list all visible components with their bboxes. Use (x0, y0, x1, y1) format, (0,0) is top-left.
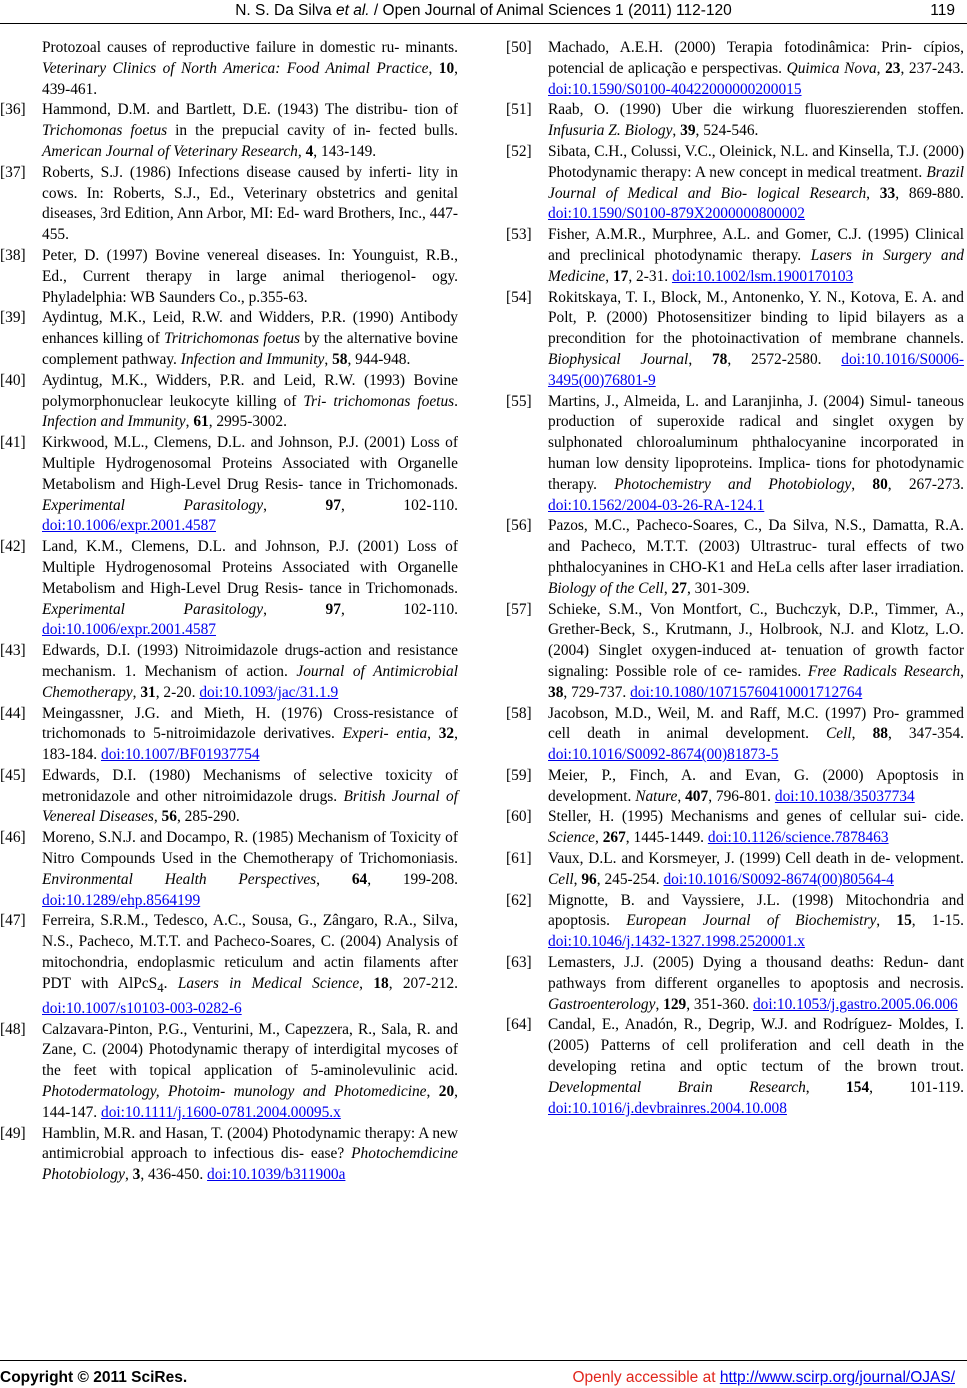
reference-italic: Nature (635, 787, 678, 805)
reference-number: [51] (506, 101, 532, 119)
reference-number: [53] (506, 226, 532, 244)
reference-text: , 199-208. (367, 870, 458, 888)
reference-text: , 101-119. (869, 1078, 964, 1096)
reference-text: , (851, 475, 873, 493)
reference-text: , 183-184. (42, 725, 458, 764)
reference-number: [56] (506, 517, 532, 535)
reference-italic: American Journal of Veterinary Research (42, 142, 298, 160)
reference-entry (0, 766, 458, 828)
reference-italic: Science (548, 829, 595, 847)
reference-entry (506, 807, 964, 849)
reference-text: Meier, P., Finch, A. and Evan, G. (2000) Apoptosis in development. (548, 766, 964, 805)
reference-number: [61] (506, 850, 532, 868)
reference-volume: 23 (885, 59, 901, 77)
reference-entry (0, 163, 458, 246)
reference-text: Pazos, M.C., Pacheco-Soares, C., Da Silva, N.S., Damatta, R.A. and Pacheco, M.T.T. (2003) Ultrastruc- tural effects of two phthalocyanines in CHO-K1 and HeLa cells after laser irradiation. (548, 517, 964, 576)
reference-text: , 143-149. (313, 142, 377, 160)
reference-entry (0, 641, 458, 703)
reference-number: [42] (0, 538, 26, 556)
reference-text: Calzavara-Pinton, P.G., Venturini, M., Capezzera, R., Sala, R. and Zane, C. (2004) Photodynamic therapy of interdigital mycoses of the feet with topical application of 5-aminolevulinic acid. (42, 1020, 458, 1080)
reference-volume: 154 (846, 1078, 870, 1096)
reference-italic: Tritrichomonas foetus (164, 330, 301, 348)
reference-number: [49] (0, 1124, 26, 1142)
reference-entry (0, 1020, 458, 1124)
reference-italic: Brazil Journal of Medical and Bio- logical Research (548, 163, 964, 202)
reference-italic: British Journal of Venereal Diseases (42, 787, 458, 826)
reference-text: . (163, 974, 178, 992)
reference-text: Hamblin, M.R. and Hasan, T. (2004) Photodynamic therapy: A new antimicrobial approach to infectious dis- ease? (42, 1124, 458, 1163)
reference-text: Raab, O. (1990) Uber die wirkung fluoreszierenden stoffen. (548, 101, 964, 119)
reference-italic: Lasers in Medical Science (177, 974, 360, 992)
reference-text: , 144-147. (42, 1082, 458, 1121)
reference-number: [38] (0, 246, 26, 264)
reference-text: , (324, 350, 333, 368)
doi-link[interactable]: doi:10.1016/S0092-8674(00)80564-4 (663, 870, 894, 888)
reference-text: , 351-360. (686, 995, 753, 1013)
reference-volume: 32 (438, 725, 455, 743)
reference-text: Schieke, S.M., Von Montfort, C., Buchczyk, D.P., Timmer, A., Grether-Beck, S., Krutmann, J., Holbrook, N.J. and Klotz, L.O. (2004) Singlet oxygen-induced at- tenuation of growth factor signaling: Possible role of ce- ramides. (548, 600, 964, 680)
reference-volume: 129 (663, 995, 687, 1013)
doi-link[interactable]: doi:10.1039/b311900a (207, 1166, 346, 1184)
doi-link[interactable]: doi:10.1006/expr.2001.4587 (42, 621, 216, 639)
reference-number: [62] (506, 891, 532, 909)
reference-text: , (805, 1078, 847, 1096)
reference-text: , 524-546. (695, 122, 759, 140)
reference-number: [48] (0, 1020, 26, 1038)
reference-text: Jacobson, M.D., Weil, M. and Raff, M.C. (1997) Pro- grammed cell death in animal development. (548, 704, 964, 743)
reference-number: [47] (0, 912, 26, 930)
reference-text: , 245-254. (596, 870, 664, 888)
reference-volume: 17 (612, 267, 629, 285)
reference-italic: Experi- entia (342, 725, 428, 743)
reference-number: [58] (506, 704, 532, 722)
reference-number: [60] (506, 808, 532, 826)
reference-subscript: 4 (157, 980, 164, 995)
reference-text: , (960, 662, 964, 680)
reference-volume: 267 (602, 829, 626, 847)
reference-text: Rokitskaya, T. I., Block, M., Antonenko, Y. N., Kotova, E. A. and Polt, P. (2000) Photosensitizer binding to lipid bilayers as a precondition for the photoinactivation of membrane channels. (548, 288, 964, 348)
doi-link[interactable]: doi:10.1016/S0006-3495(00)76801-9 (548, 350, 964, 389)
doi-link[interactable]: doi:10.1007/BF01937754 (101, 746, 260, 764)
reference-entry (506, 704, 964, 766)
reference-number: [37] (0, 163, 26, 181)
doi-link[interactable]: doi:10.1590/S0100-879X2000000800002 (548, 205, 805, 223)
footer-open-prefix: Openly accessible at (572, 1369, 720, 1386)
reference-text: , 796-801. (708, 787, 775, 805)
reference-italic: Cell (826, 725, 852, 743)
reference-text: Kirkwood, M.L., Clemens, D.L. and Johnson, P.J. (2001) Loss of Multiple Hydrogenosomal Proteins Associated with Organelle Metabolism and High-Level Drug Resis- tance in Trichomonads. (42, 434, 458, 493)
reference-text: Hammond, D.M. and Bartlett, D.E. (1943) The distribu- tion of (42, 101, 458, 119)
reference-volume: 20 (438, 1082, 455, 1100)
reference-text: Roberts, S.J. (1986) Infections disease caused by inferti- lity in cows. In: Roberts, S.J., Ed., Veterinary obstetrics and genital diseases, 3rd Edition, Ann Arbor, MI: Ed- ward Brothers, Inc., 447-455. (42, 163, 458, 244)
doi-link[interactable]: doi:10.1289/ehp.8564199 (42, 891, 201, 909)
doi-link[interactable]: doi:10.1006/expr.2001.4587 (42, 517, 216, 535)
reference-number: [36] (0, 101, 26, 119)
reference-italic: Trichomonas foetus (42, 122, 168, 140)
reference-italic: Photodermatology, Photoim- munology and Photomedicine (42, 1082, 427, 1100)
reference-text: , 729-737. (563, 683, 631, 701)
reference-volume: 407 (685, 787, 709, 805)
reference-italic: Free Radicals Research (807, 662, 961, 680)
reference-italic: Infection and Immunity (180, 350, 325, 368)
header-authors: N. S. Da Silva (235, 2, 332, 19)
reference-volume: 58 (332, 350, 348, 368)
reference-text: , (263, 496, 326, 514)
reference-text: Land, K.M., Clemens, D.L. and Johnson, P.J. (2001) Loss of Multiple Hydrogenosomal Proteins Associated with Organelle Metabolism and High-Level Drug Resis- tance in Trichomonads. (42, 538, 458, 597)
reference-entry (506, 1015, 964, 1119)
reference-number: [54] (506, 288, 532, 306)
reference-text: Lemasters, J.J. (2005) Dying a thousand deaths: Redun- dant pathways from different organelles to apoptosis and necrosis. (548, 954, 964, 992)
reference-text: Sibata, C.H., Colussi, V.C., Oleinick, N.L. and Kinsella, T.J. (2000) Photodynamic therapy: A new concept in medical treatment. (548, 142, 964, 181)
reference-text: , 944-948. (347, 350, 411, 368)
page-footer (0, 1360, 967, 1384)
reference-text: , (677, 787, 686, 805)
reference-text: , (688, 350, 712, 368)
reference-italic: Infusuria Z. Biology (548, 122, 673, 140)
reference-number: [40] (0, 371, 26, 389)
reference-text: , 2995-3002. (208, 413, 287, 431)
reference-volume: 78 (711, 350, 728, 368)
reference-volume: 64 (351, 870, 368, 888)
reference-column-left (0, 38, 458, 1186)
reference-text: , 2-20. (155, 683, 200, 701)
reference-entry (0, 911, 458, 1019)
reference-text: Edwards, D.I. (1980) Mechanisms of selective toxicity of metronidazole and other nitroimidazole drugs. (42, 766, 458, 805)
reference-volume: 38 (548, 683, 564, 701)
reference-number: [59] (506, 766, 532, 784)
reference-italic: Experimental Parasitology (42, 600, 264, 618)
reference-italic: Tri- trichomonas foetus (303, 392, 455, 410)
reference-italic: Photochemdicine Photobiology (42, 1145, 458, 1184)
reference-text: , 1-15. (911, 912, 964, 930)
reference-text: Mignotte, B. and Vayssiere, J.L. (1998) Mitochondria and apoptosis. (548, 891, 964, 930)
reference-italic: Infection and Immunity (42, 413, 186, 431)
reference-volume: 33 (879, 184, 896, 202)
reference-text: Aydintug, M.K., Widders, P.R. and Leid, R.W. (1993) Bovine polymorphonuclear leukocyte killing of (42, 371, 458, 410)
reference-text: , (297, 142, 306, 160)
reference-text: , (655, 995, 664, 1013)
reference-volume: 15 (896, 912, 912, 930)
reference-entry (506, 225, 964, 287)
reference-entry (506, 38, 964, 100)
doi-link[interactable]: doi:10.1080/10715760410001712764 (630, 683, 863, 701)
reference-volume: 88 (872, 725, 888, 743)
reference-italic: Environmental Health Perspectives (42, 870, 317, 888)
doi-link[interactable]: doi:10.1002/lsm.1900170103 (671, 267, 854, 285)
reference-entry (0, 537, 458, 641)
reference-text: . (454, 392, 458, 410)
reference-text: , (359, 974, 374, 992)
reference-text: , 2-31. (628, 267, 672, 285)
doi-link[interactable]: doi:10.1007/s10103-003-0282-6 (42, 999, 242, 1017)
reference-volume: 27 (671, 579, 687, 597)
reference-text: , 1445-1449. (625, 829, 708, 847)
reference-text: , 301-309. (686, 579, 750, 597)
reference-entry (506, 953, 964, 1015)
reference-number: [55] (506, 392, 532, 410)
reference-number: [63] (506, 954, 532, 972)
journal-url-link[interactable]: http://www.scirp.org/journal/OJAS/ (719, 1369, 955, 1386)
reference-text: in the prepucial cavity of in- fected bulls. (167, 122, 459, 140)
doi-link[interactable]: doi:10.1016/S0092-8674(00)81873-5 (548, 746, 779, 764)
reference-text: Martins, J., Almeida, L. and Laranjinha, J. (2004) Simul- taneous production of superoxide radical and singlet oxygen by sulphonated chloroaluminum phthalocyanine incorporated in human low density lipoproteins. Implica- tions for photodynamic therapy. (548, 392, 964, 493)
reference-text: , 347-354. (887, 725, 964, 743)
reference-text: , (595, 829, 603, 847)
footer-open-access (573, 1369, 956, 1387)
reference-volume: 97 (325, 600, 341, 618)
reference-entry (0, 38, 458, 100)
reference-entry (0, 433, 458, 537)
reference-volume: 97 (325, 496, 341, 514)
reference-volume: 80 (872, 475, 888, 493)
reference-text: , (663, 579, 672, 597)
reference-entry (0, 371, 458, 433)
reference-italic: Journal of Antimicrobial Chemotherapy (42, 662, 458, 701)
reference-text: , 267-273. (887, 475, 964, 493)
reference-text: , (153, 808, 162, 826)
reference-text: , (866, 184, 880, 202)
reference-entry (0, 704, 458, 766)
header-rule (0, 23, 967, 24)
reference-italic: Developmental Brain Research (548, 1078, 806, 1096)
reference-text: , (672, 122, 681, 140)
reference-entry (506, 849, 964, 891)
reference-number: [45] (0, 766, 26, 784)
doi-link[interactable]: doi:10.1046/j.1432-1327.1998.2520001.x (548, 933, 805, 951)
reference-text: , 237-243. (900, 59, 965, 77)
doi-link[interactable]: doi:10.1038/35037734 (774, 787, 915, 805)
page-number: 119 (930, 2, 955, 19)
reference-text: Protozoal causes of reproductive failure in domestic ru- minants. (42, 39, 458, 56)
reference-volume: 4 (305, 142, 314, 160)
reference-text: Meingassner, J.G. and Mieth, H. (1976) Cross-resistance of trichomonads to 5-nitroimidazole derivatives. (42, 704, 458, 743)
reference-text: , (573, 870, 582, 888)
reference-text: Vaux, D.L. and Korsmeyer, J. (1999) Cell death in de- velopment. (548, 850, 964, 868)
reference-text: , 207-212. (388, 974, 458, 992)
reference-entry (506, 288, 964, 392)
reference-text: Steller, H. (1995) Mechanisms and genes of cellular sui- cide. (548, 808, 964, 826)
reference-text: Peter, D. (1997) Bovine venereal diseases. In: Younguist, R.B., Ed., Current therapy in large animal theriogenol- ogy. Phyladelphia: WB Saunders Co., p.355-63. (42, 246, 458, 306)
reference-italic: European Journal of Biochemistry (626, 912, 877, 930)
reference-italic: Gastroenterology (548, 995, 656, 1013)
reference-text: , (851, 725, 873, 743)
reference-text: , 436-450. (140, 1166, 208, 1184)
reference-entry (506, 600, 964, 704)
reference-volume: 31 (140, 683, 156, 701)
running-header (0, 0, 967, 24)
doi-link[interactable]: doi:10.1111/j.1600-0781.2004.00095.x (101, 1103, 341, 1121)
reference-text: , (876, 59, 886, 77)
reference-text: Ferreira, S.R.M., Tedesco, A.C., Sousa, G., Zângaro, R.A., Silva, N.S., Pacheco, M.T.T. and Pacheco-Soares, C. (2004) Analysis of mitochondria, endoplasmic reticulum and actin filaments after PDT with AlPcS (42, 912, 458, 992)
reference-text: Moreno, S.N.J. and Docampo, R. (1985) Mechanism of Toxicity of Nitro Compounds Used in the Chemotherapy of Trichomoniasis. (42, 829, 458, 868)
reference-entry (0, 828, 458, 911)
reference-italic: Photochemistry and Photobiology (614, 475, 852, 493)
reference-entry (0, 308, 458, 370)
reference-text: , (263, 600, 326, 618)
reference-entry (0, 100, 458, 162)
reference-italic: Veterinary Clinics of North America: Food Animal Practice (42, 59, 429, 77)
footer-copyright: Copyright © 2011 SciRes. (0, 1369, 188, 1386)
reference-number: [57] (506, 600, 532, 618)
reference-entry (506, 392, 964, 517)
doi-link[interactable]: doi:10.1126/science.7878463 (707, 829, 889, 847)
reference-text: , 102-110. (340, 496, 458, 514)
reference-italic: Lasers in Surgery and Medicine (548, 246, 964, 285)
reference-entry (506, 142, 964, 225)
reference-italic: Quimica Nova (786, 59, 877, 77)
reference-italic: Biophysical Journal (548, 350, 689, 368)
reference-text: Edwards, D.I. (1993) Nitroimidazole drugs-action and resistance mechanism. 1. Mechanism of action. (42, 642, 458, 680)
reference-volume: 18 (373, 974, 389, 992)
reference-volume: 10 (438, 59, 455, 77)
reference-number: [64] (506, 1016, 532, 1034)
header-journal: / Open Journal of Animal Sciences 1 (2011) 112-120 (373, 2, 732, 19)
reference-italic: Experimental Parasitology (42, 496, 264, 514)
reference-text: Aydintug, M.K., Leid, R.W. and Widders, P.R. (1990) Antibody enhances killing of (42, 309, 458, 348)
reference-italic: Cell (548, 870, 574, 888)
reference-text: Fisher, A.M.R., Murphree, A.L. and Gomer, C.J. (1995) Clinical and preclinical photodynamic therapy. (548, 226, 964, 264)
reference-number: [39] (0, 309, 26, 327)
doi-link[interactable]: doi:10.1053/j.gastro.2005.06.006 (752, 995, 958, 1013)
reference-text: , (316, 870, 352, 888)
reference-number: [41] (0, 434, 26, 452)
header-etal: et al. (336, 2, 370, 19)
doi-link[interactable]: doi:10.1016/j.devbrainres.2004.10.008 (548, 1099, 787, 1117)
reference-text: , 285-290. (176, 808, 240, 826)
reference-italic: Biology of the Cell (548, 579, 664, 597)
doi-link[interactable]: doi:10.1590/S0100-40422000000200015 (548, 80, 802, 98)
reference-text: , 2572-2580. (727, 350, 842, 368)
reference-text: , (876, 912, 897, 930)
reference-volume: 61 (193, 413, 209, 431)
reference-volume: 39 (680, 122, 696, 140)
reference-text: , 102-110. (340, 600, 458, 618)
footer-rule (0, 1360, 967, 1361)
reference-column-right (506, 38, 964, 1119)
reference-entry (506, 891, 964, 953)
reference-text: Machado, A.E.H. (2000) Terapia fotodinâmica: Prin- cípios, potencial de aplicação e perspectivas. (548, 39, 964, 77)
reference-entry (506, 100, 964, 142)
reference-entry (0, 1124, 458, 1186)
reference-number: [43] (0, 642, 26, 660)
reference-number: [46] (0, 829, 26, 847)
reference-entry (506, 516, 964, 599)
reference-text: , (185, 413, 194, 431)
reference-text: , (428, 59, 439, 77)
doi-link[interactable]: doi:10.1093/jac/31.1.9 (199, 683, 339, 701)
reference-text: by the alternative bovine complement pathway. (42, 330, 458, 368)
reference-text: , (124, 1166, 133, 1184)
reference-number: [44] (0, 704, 26, 722)
reference-entry (0, 246, 458, 308)
reference-volume: 96 (581, 870, 597, 888)
reference-number: [52] (506, 142, 532, 160)
reference-volume: 56 (161, 808, 177, 826)
doi-link[interactable]: doi:10.1562/2004-03-26-RA-124.1 (548, 496, 765, 514)
reference-entry (506, 766, 964, 808)
reference-text: , (426, 1082, 439, 1100)
reference-text: , 439-461. (42, 59, 458, 98)
reference-text: , 869-880. (895, 184, 964, 202)
reference-number: [50] (506, 39, 532, 56)
reference-volume: 3 (132, 1166, 141, 1184)
reference-text: , (427, 725, 439, 743)
reference-text: , (132, 683, 141, 701)
reference-text: Candal, E., Anadón, R., Degrip, W.J. and Rodríguez- Moldes, I. (2005) Patterns of cell proliferation and cell death in the developing retina and optic tectum of the brown trout. (548, 1016, 964, 1076)
header-title (0, 2, 967, 20)
reference-text: , (605, 267, 613, 285)
